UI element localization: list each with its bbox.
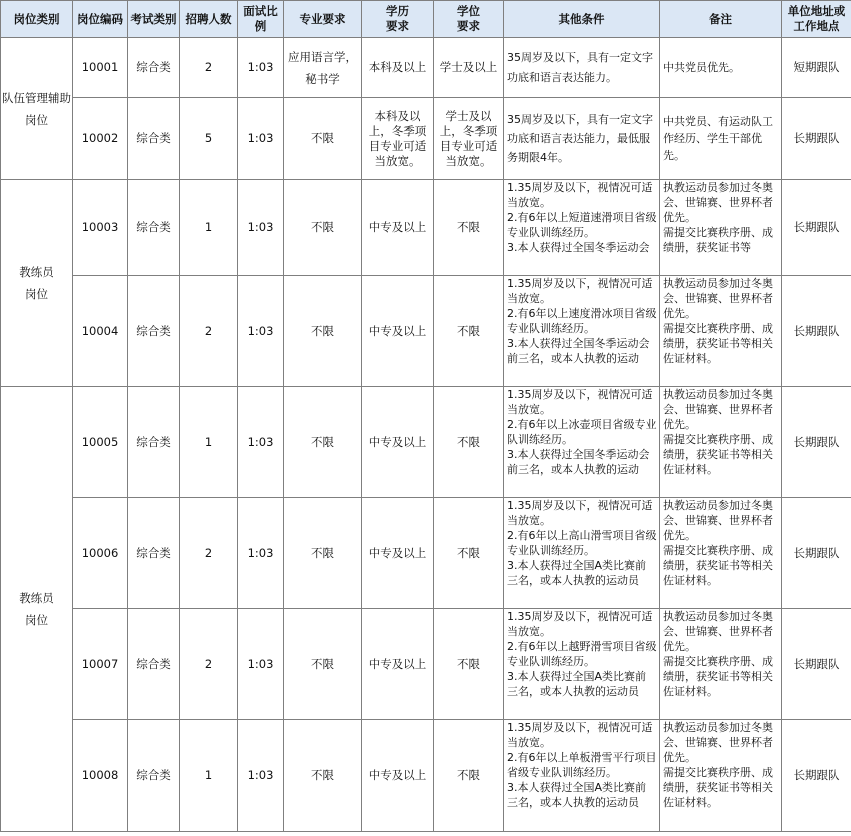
- header-degree-line2: 要求: [457, 19, 480, 33]
- category-coach-b-line1: 教练员: [19, 591, 54, 605]
- cell-other: [504, 38, 660, 98]
- cell-remark: [660, 98, 782, 180]
- cell-major: 不限: [284, 180, 362, 276]
- other-line: 2.有6年以上速度滑冰项目省级专业队训练经历。: [507, 307, 657, 335]
- cell-ratio: 1:03: [238, 98, 284, 180]
- cell-code: 10001: [73, 38, 128, 98]
- remark-line: 执教运动员参加过冬奥会、世锦赛、世界杯者优先。: [663, 499, 773, 542]
- cell-exam: 综合类: [128, 98, 180, 180]
- header-major: 专业要求: [284, 1, 362, 38]
- other-line: 2.有6年以上短道速滑项目省级专业队训练经历。: [507, 211, 657, 239]
- cell-count: 2: [180, 609, 238, 720]
- table-row: [1, 498, 851, 609]
- remark-line: 中共党员优先。: [663, 61, 740, 74]
- other-line: 1.35周岁及以下，视情况可适当放宽。: [507, 277, 653, 305]
- cell-education: 本科及以上，冬季项目专业可适当放宽。: [362, 98, 434, 180]
- header-remark: 备注: [660, 1, 782, 38]
- remark-line: 执教运动员参加过冬奥会、世锦赛、世界杯者优先。: [663, 388, 773, 431]
- remark-line: 执教运动员参加过冬奥会、世锦赛、世界杯者优先。: [663, 721, 773, 764]
- cell-degree: 不限: [434, 180, 504, 276]
- remark-line: 需提交比赛秩序册、成绩册，获奖证书等相关佐证材料。: [663, 544, 773, 587]
- cell-remark: [660, 387, 782, 498]
- cell-degree: 不限: [434, 498, 504, 609]
- cell-education: 中专及以上: [362, 387, 434, 498]
- cell-education: 中专及以上: [362, 180, 434, 276]
- remark-line: 需提交比赛秩序册、成绩册，获奖证书等相关佐证材料。: [663, 433, 773, 476]
- category-team-mgmt: 队伍管理辅助岗位: [1, 38, 73, 180]
- cell-major: 不限: [284, 98, 362, 180]
- header-category: 岗位类别: [1, 1, 73, 38]
- cell-exam: 综合类: [128, 180, 180, 276]
- cell-degree: 不限: [434, 720, 504, 832]
- other-line: 3.本人获得过全国冬季运动会前三名，或本人执教的运动: [507, 448, 650, 476]
- cell-remark: [660, 180, 782, 276]
- cell-major: 不限: [284, 609, 362, 720]
- cell-education: 中专及以上: [362, 276, 434, 387]
- other-line: 1.35周岁及以下，视情况可适当放宽。: [507, 499, 653, 527]
- header-row: [1, 1, 851, 38]
- table-row: [1, 720, 851, 832]
- header-degree-line1: 学位: [457, 4, 480, 18]
- remark-line: 需提交比赛秩序册、成绩册，获奖证书等相关佐证材料。: [663, 766, 773, 809]
- cell-exam: 综合类: [128, 498, 180, 609]
- cell-education: 中专及以上: [362, 498, 434, 609]
- cell-count: 2: [180, 276, 238, 387]
- remark-line: 执教运动员参加过冬奥会、世锦赛、世界杯者优先。: [663, 610, 773, 653]
- cell-count: 2: [180, 38, 238, 98]
- remark-line: 中共党员、有运动队工作经历、学生干部优先。: [663, 115, 773, 162]
- header-education-line2: 要求: [386, 19, 409, 33]
- remark-line: 需提交比赛秩序册、成绩册，获奖证书等: [663, 226, 773, 254]
- other-line: 2.有6年以上单板滑雪平行项目省级专业队训练经历。: [507, 751, 657, 779]
- cell-exam: 综合类: [128, 609, 180, 720]
- cell-other: [504, 276, 660, 387]
- cell-count: 1: [180, 180, 238, 276]
- cell-ratio: 1:03: [238, 180, 284, 276]
- other-line: 1.35周岁及以下，视情况可适当放宽。: [507, 388, 653, 416]
- cell-degree: 不限: [434, 609, 504, 720]
- category-coach-a-line1: 教练员: [19, 265, 54, 279]
- cell-address: 长期跟队: [782, 498, 851, 609]
- cell-ratio: 1:03: [238, 38, 284, 98]
- cell-other: [504, 98, 660, 180]
- cell-count: 1: [180, 387, 238, 498]
- cell-major: 不限: [284, 720, 362, 832]
- category-coach-b: [1, 387, 73, 832]
- cell-exam: 综合类: [128, 276, 180, 387]
- other-line: 1.35周岁及以下，视情况可适当放宽。: [507, 721, 653, 749]
- table-row: [1, 387, 851, 498]
- cell-ratio: 1:03: [238, 720, 284, 832]
- remark-line: 执教运动员参加过冬奥会、世锦赛、世界杯者优先。: [663, 181, 773, 224]
- other-line: 3.本人获得过全国A类比赛前三名，或本人执教的运动员: [507, 670, 647, 698]
- other-line: 3.本人获得过全国冬季运动会: [507, 241, 650, 254]
- cell-remark: [660, 609, 782, 720]
- header-ratio-line2: 例: [254, 19, 267, 33]
- cell-major: 应用语言学，秘书学: [284, 38, 362, 98]
- cell-other: [504, 720, 660, 832]
- header-code: 岗位编码: [73, 1, 128, 38]
- cell-other: [504, 180, 660, 276]
- header-education: [362, 1, 434, 38]
- remark-line: 执教运动员参加过冬奥会、世锦赛、世界杯者优先。: [663, 277, 773, 320]
- table-row: [1, 98, 851, 180]
- cell-code: 10005: [73, 387, 128, 498]
- cell-degree: 学士及以上，冬季项目专业可适当放宽。: [434, 98, 504, 180]
- cell-code: 10002: [73, 98, 128, 180]
- other-line: 35周岁及以下，具有一定文字功底和语言表达能力。: [507, 50, 653, 84]
- cell-education: 中专及以上: [362, 720, 434, 832]
- header-address-line1: 单位地址或: [787, 4, 846, 18]
- table-row: [1, 180, 851, 276]
- header-count: 招聘人数: [180, 1, 238, 38]
- cell-remark: [660, 38, 782, 98]
- cell-remark: [660, 720, 782, 832]
- cell-count: 1: [180, 720, 238, 832]
- cell-other: [504, 387, 660, 498]
- cell-education: 中专及以上: [362, 609, 434, 720]
- table-row: [1, 609, 851, 720]
- cell-exam: 综合类: [128, 38, 180, 98]
- cell-major: 不限: [284, 498, 362, 609]
- remark-line: 需提交比赛秩序册、成绩册，获奖证书等相关佐证材料。: [663, 322, 773, 365]
- header-exam: 考试类别: [128, 1, 180, 38]
- cell-ratio: 1:03: [238, 498, 284, 609]
- table-row: [1, 38, 851, 98]
- category-coach-a-line2: 岗位: [25, 287, 48, 301]
- cell-ratio: 1:03: [238, 609, 284, 720]
- cell-major: 不限: [284, 387, 362, 498]
- header-education-line1: 学历: [386, 4, 409, 18]
- other-line: 1.35周岁及以下，视情况可适当放宽。: [507, 610, 653, 638]
- cell-code: 10007: [73, 609, 128, 720]
- cell-exam: 综合类: [128, 720, 180, 832]
- cell-address: 长期跟队: [782, 387, 851, 498]
- cell-degree: 学士及以上: [434, 38, 504, 98]
- cell-address: 短期跟队: [782, 38, 851, 98]
- cell-address: 长期跟队: [782, 720, 851, 832]
- cell-degree: 不限: [434, 387, 504, 498]
- cell-other: [504, 609, 660, 720]
- header-ratio-line1: 面试比: [243, 4, 278, 18]
- other-line: 2.有6年以上越野滑雪项目省级专业队训练经历。: [507, 640, 657, 668]
- other-line: 3.本人获得过全国A类比赛前三名，或本人执教的运动员: [507, 559, 647, 587]
- cell-exam: 综合类: [128, 387, 180, 498]
- cell-address: 长期跟队: [782, 180, 851, 276]
- cell-address: 长期跟队: [782, 276, 851, 387]
- category-coach-a: [1, 180, 73, 387]
- cell-ratio: 1:03: [238, 387, 284, 498]
- other-line: 35周岁及以下，具有一定文字功底和语言表达能力，最低服务期限4年。: [507, 113, 653, 164]
- header-address-line2: 工作地点: [793, 19, 840, 33]
- cell-other: [504, 498, 660, 609]
- cell-count: 5: [180, 98, 238, 180]
- cell-remark: [660, 498, 782, 609]
- other-line: 3.本人获得过全国A类比赛前三名，或本人执教的运动员: [507, 781, 647, 809]
- other-line: 1.35周岁及以下，视情况可适当放宽。: [507, 181, 653, 209]
- cell-education: 本科及以上: [362, 38, 434, 98]
- cell-count: 2: [180, 498, 238, 609]
- cell-remark: [660, 276, 782, 387]
- header-address: [782, 1, 851, 38]
- cell-major: 不限: [284, 276, 362, 387]
- cell-address: 长期跟队: [782, 98, 851, 180]
- remark-line: 需提交比赛秩序册、成绩册，获奖证书等相关佐证材料。: [663, 655, 773, 698]
- header-ratio: [238, 1, 284, 38]
- category-coach-b-line2: 岗位: [25, 613, 48, 627]
- cell-code: 10006: [73, 498, 128, 609]
- other-line: 2.有6年以上高山滑雪项目省级专业队训练经历。: [507, 529, 657, 557]
- cell-address: 长期跟队: [782, 609, 851, 720]
- cell-ratio: 1:03: [238, 276, 284, 387]
- other-line: 3.本人获得过全国冬季运动会前三名，或本人执教的运动: [507, 337, 650, 365]
- header-other: 其他条件: [504, 1, 660, 38]
- other-line: 2.有6年以上冰壶项目省级专业队训练经历。: [507, 418, 657, 446]
- cell-code: 10003: [73, 180, 128, 276]
- cell-code: 10008: [73, 720, 128, 832]
- cell-degree: 不限: [434, 276, 504, 387]
- cell-code: 10004: [73, 276, 128, 387]
- header-degree: [434, 1, 504, 38]
- table-row: [1, 276, 851, 387]
